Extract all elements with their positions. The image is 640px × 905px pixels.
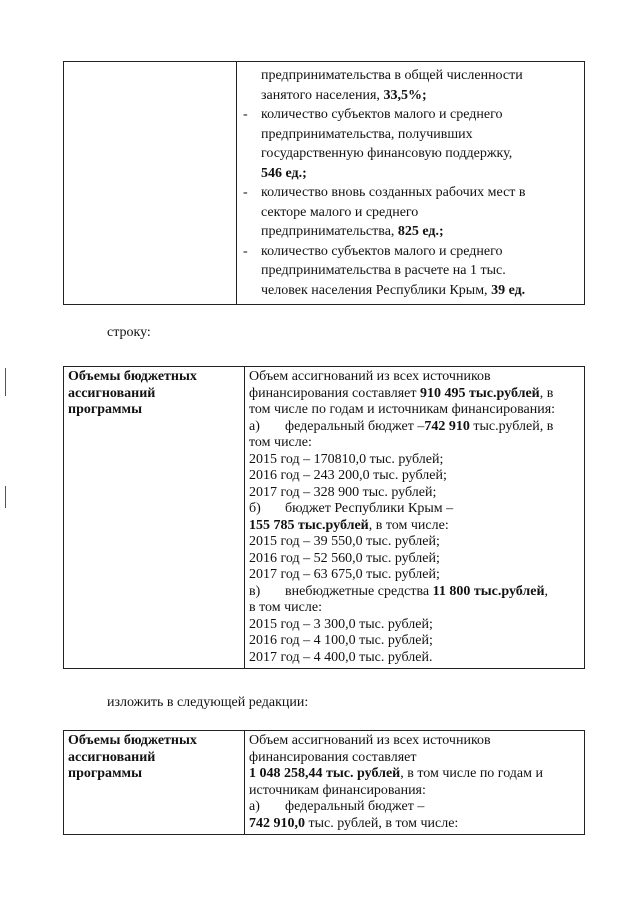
budget-label-cell: Объемы бюджетных ассигнований программы	[64, 731, 245, 835]
budget-year-line: 2017 год – 328 900 тыс. рублей;	[249, 484, 437, 500]
scan-margin-mark	[5, 486, 6, 508]
indicator-text: секторе малого и среднего	[261, 204, 419, 220]
budget-year-line: 2017 год – 4 400,0 тыс. рублей.	[249, 649, 433, 665]
indicator-item	[243, 242, 576, 301]
budget-line: том числе по годам и источникам финансирования:	[249, 402, 556, 417]
indicator-text: предпринимательства,	[261, 224, 398, 239]
paragraph-new-intro: изложить в следующей редакции:	[107, 695, 309, 710]
indicator-value: 33,5%;	[383, 87, 427, 103]
budget-line: а) федеральный бюджет –	[249, 799, 425, 814]
indicator-text: занятого населения,	[261, 87, 384, 103]
indicator-text: государственную финансовую поддержку,	[261, 146, 513, 161]
budget-label-cell: Объемы бюджетных ассигнований программы	[64, 367, 245, 669]
budget-year-line: 2016 год – 243 200,0 тыс. рублей;	[249, 468, 447, 483]
budget-line: 1 048 258,44 тыс. рублей, в том числе по годам и	[249, 766, 543, 781]
indicator-text: предпринимательства в общей численности	[261, 68, 523, 83]
budget-content-cell	[245, 367, 585, 669]
budget-line: финансирования составляет 910 495 тыс.рублей, в	[249, 385, 554, 401]
budget-line: б) бюджет Республики Крым –	[249, 501, 454, 516]
budget-line: 155 785 тыс.рублей, в том числе:	[249, 517, 449, 533]
scan-margin-mark	[5, 368, 6, 396]
indicator-item	[243, 105, 576, 183]
bullet-dash: -	[243, 185, 248, 200]
budget-line: а) федеральный бюджет –742 910 тыс.рублей, в	[249, 418, 554, 434]
budget-year-line: 2015 год – 39 550,0 тыс. рублей;	[249, 534, 440, 549]
old-budget-table	[63, 366, 585, 669]
budget-line: том числе:	[249, 435, 312, 450]
bullet-dash: -	[243, 107, 248, 122]
budget-line: 742 910,0 тыс. рублей, в том числе:	[249, 815, 459, 831]
paragraph-row-intro: строку:	[107, 325, 151, 340]
budget-line: Объем ассигнований из всех источников	[249, 369, 491, 384]
indicators-label-cell	[64, 62, 237, 305]
indicator-item	[243, 183, 576, 242]
budget-line: источникам финансирования:	[249, 782, 426, 798]
budget-line: в) внебюджетные средства 11 800 тыс.рублей,	[249, 583, 549, 599]
indicator-value: 39 ед.	[491, 282, 526, 298]
budget-year-line: 2017 год – 63 675,0 тыс. рублей;	[249, 567, 440, 582]
budget-year-line: 2015 год – 3 300,0 тыс. рублей;	[249, 616, 433, 632]
budget-year-line: 2015 год – 170810,0 тыс. рублей;	[249, 451, 444, 467]
budget-year-line: 2016 год – 4 100,0 тыс. рублей;	[249, 633, 433, 648]
indicator-text: количество субъектов малого и среднего	[261, 243, 503, 259]
budget-content-cell	[245, 731, 585, 835]
indicator-text: количество вновь созданных рабочих мест в	[261, 185, 526, 200]
indicator-item	[243, 66, 576, 105]
indicator-value: 825 ед.;	[397, 224, 444, 239]
budget-line: Объем ассигнований из всех источников	[249, 733, 491, 748]
budget-line: в том числе:	[249, 600, 322, 615]
budget-line: финансирования составляет	[249, 749, 417, 765]
indicators-table	[63, 61, 585, 305]
indicator-value: 546 ед.;	[261, 165, 307, 181]
bullet-dash: -	[243, 243, 248, 259]
indicator-text: человек населения Республики Крым,	[261, 282, 492, 298]
indicator-text: предпринимательства в расчете на 1 тыс.	[261, 263, 506, 278]
indicator-text: количество субъектов малого и среднего	[261, 107, 503, 122]
new-budget-table	[63, 730, 585, 835]
budget-year-line: 2016 год – 52 560,0 тыс. рублей;	[249, 550, 440, 566]
indicator-text: предпринимательства, получивших	[261, 126, 473, 142]
indicators-content-cell	[237, 62, 585, 305]
